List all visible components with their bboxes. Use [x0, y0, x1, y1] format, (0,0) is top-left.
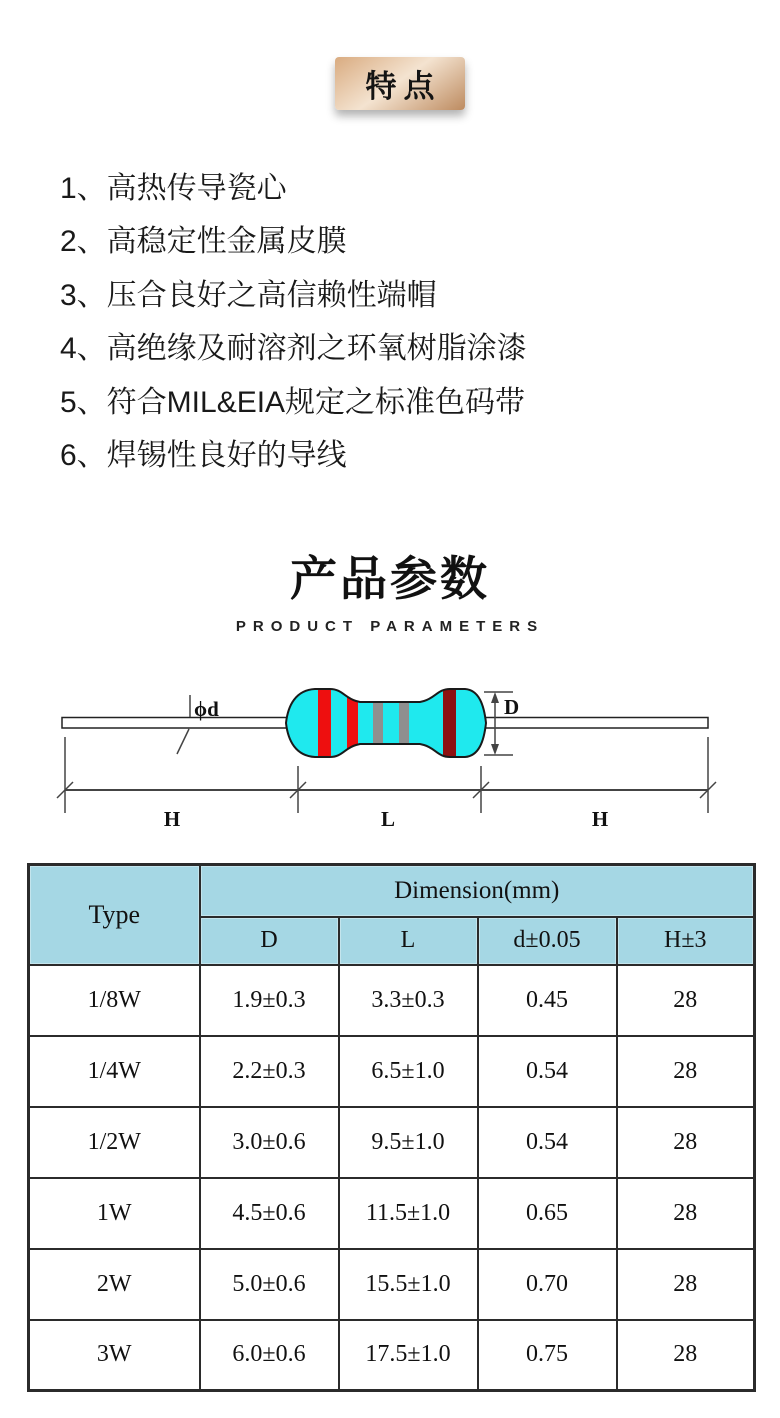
table-row	[29, 1249, 755, 1320]
arrowhead-up	[491, 692, 499, 703]
table-cell: 28	[617, 1249, 755, 1320]
table-cell: 5.0±0.6	[200, 1249, 339, 1320]
table-cell: 28	[617, 965, 755, 1036]
table-cell: 2.2±0.3	[200, 1036, 339, 1107]
feature-item: 3、压合良好之高信赖性端帽	[60, 278, 437, 312]
table-cell: 6.5±1.0	[339, 1036, 478, 1107]
band-dark-red	[443, 685, 456, 761]
page-title: 产品参数	[290, 552, 490, 605]
band-red-1	[318, 685, 331, 761]
col-group-header-dimension: Dimension(mm)	[200, 865, 755, 917]
table-cell: 0.65	[478, 1178, 617, 1249]
table-cell: 1/2W	[29, 1107, 200, 1178]
table-cell: 4.5±0.6	[200, 1178, 339, 1249]
table-cell: 15.5±1.0	[339, 1249, 478, 1320]
table-cell: 28	[617, 1107, 755, 1178]
col-header-d: D	[200, 917, 339, 965]
features-section	[60, 158, 527, 479]
lead-wire-left	[62, 718, 288, 729]
table-row	[29, 965, 755, 1036]
lead-length-right-label: H	[591, 807, 609, 831]
table-row	[29, 1107, 755, 1178]
arrowhead-down	[491, 744, 499, 755]
features-badge	[335, 57, 465, 110]
features-list	[60, 158, 527, 479]
table-cell: 2W	[29, 1249, 200, 1320]
feature-item: 2、高稳定性金属皮膜	[60, 225, 347, 259]
dimension-table	[27, 863, 756, 1392]
table-cell: 1.9±0.3	[200, 965, 339, 1036]
lead-wire-right	[484, 718, 708, 729]
feature-item: 6、焊锡性良好的导线	[60, 439, 347, 473]
resistor-dimension-diagram	[0, 655, 780, 845]
col-header-h-tol: H±3	[617, 917, 755, 965]
feature-item: 4、高绝缘及耐溶剂之环氧树脂涂漆	[60, 332, 527, 366]
table-cell: 17.5±1.0	[339, 1320, 478, 1391]
table-cell: 3.0±0.6	[200, 1107, 339, 1178]
page-subtitle: PRODUCT PARAMETERS	[235, 618, 545, 635]
table-cell: 11.5±1.0	[339, 1178, 478, 1249]
lead-length-left-label: H	[163, 807, 181, 831]
length-dimension-lines	[57, 737, 716, 813]
col-header-l: L	[339, 917, 478, 965]
table-cell: 28	[617, 1320, 755, 1391]
table-cell: 28	[617, 1178, 755, 1249]
table-cell: 3W	[29, 1320, 200, 1391]
col-header-d-tol: d±0.05	[478, 917, 617, 965]
band-gray-1	[373, 685, 383, 761]
features-badge-label: 特点	[365, 69, 442, 104]
lead-diameter-label: ϕd	[194, 697, 219, 721]
spec-table-section	[27, 863, 756, 1392]
body-diameter-label: D	[504, 695, 520, 719]
table-cell: 1/8W	[29, 965, 200, 1036]
table-cell: 0.45	[478, 965, 617, 1036]
table-cell: 9.5±1.0	[339, 1107, 478, 1178]
table-row	[29, 1178, 755, 1249]
table-cell: 0.75	[478, 1320, 617, 1391]
table-cell: 28	[617, 1036, 755, 1107]
band-gray-2	[399, 685, 409, 761]
table-cell: 1W	[29, 1178, 200, 1249]
body-length-label: L	[380, 807, 396, 831]
feature-item: 5、符合MIL&EIA规定之标准色码带	[60, 385, 526, 419]
table-cell: 3.3±0.3	[339, 965, 478, 1036]
table-cell: 1/4W	[29, 1036, 200, 1107]
table-cell: 0.54	[478, 1107, 617, 1178]
col-header-type: Type	[29, 865, 200, 965]
feature-item: 1、高热传导瓷心	[60, 171, 287, 205]
table-row	[29, 1036, 755, 1107]
table-cell: 6.0±0.6	[200, 1320, 339, 1391]
table-cell: 0.70	[478, 1249, 617, 1320]
section-title-block	[0, 549, 780, 635]
table-row	[29, 1320, 755, 1391]
table-cell: 0.54	[478, 1036, 617, 1107]
